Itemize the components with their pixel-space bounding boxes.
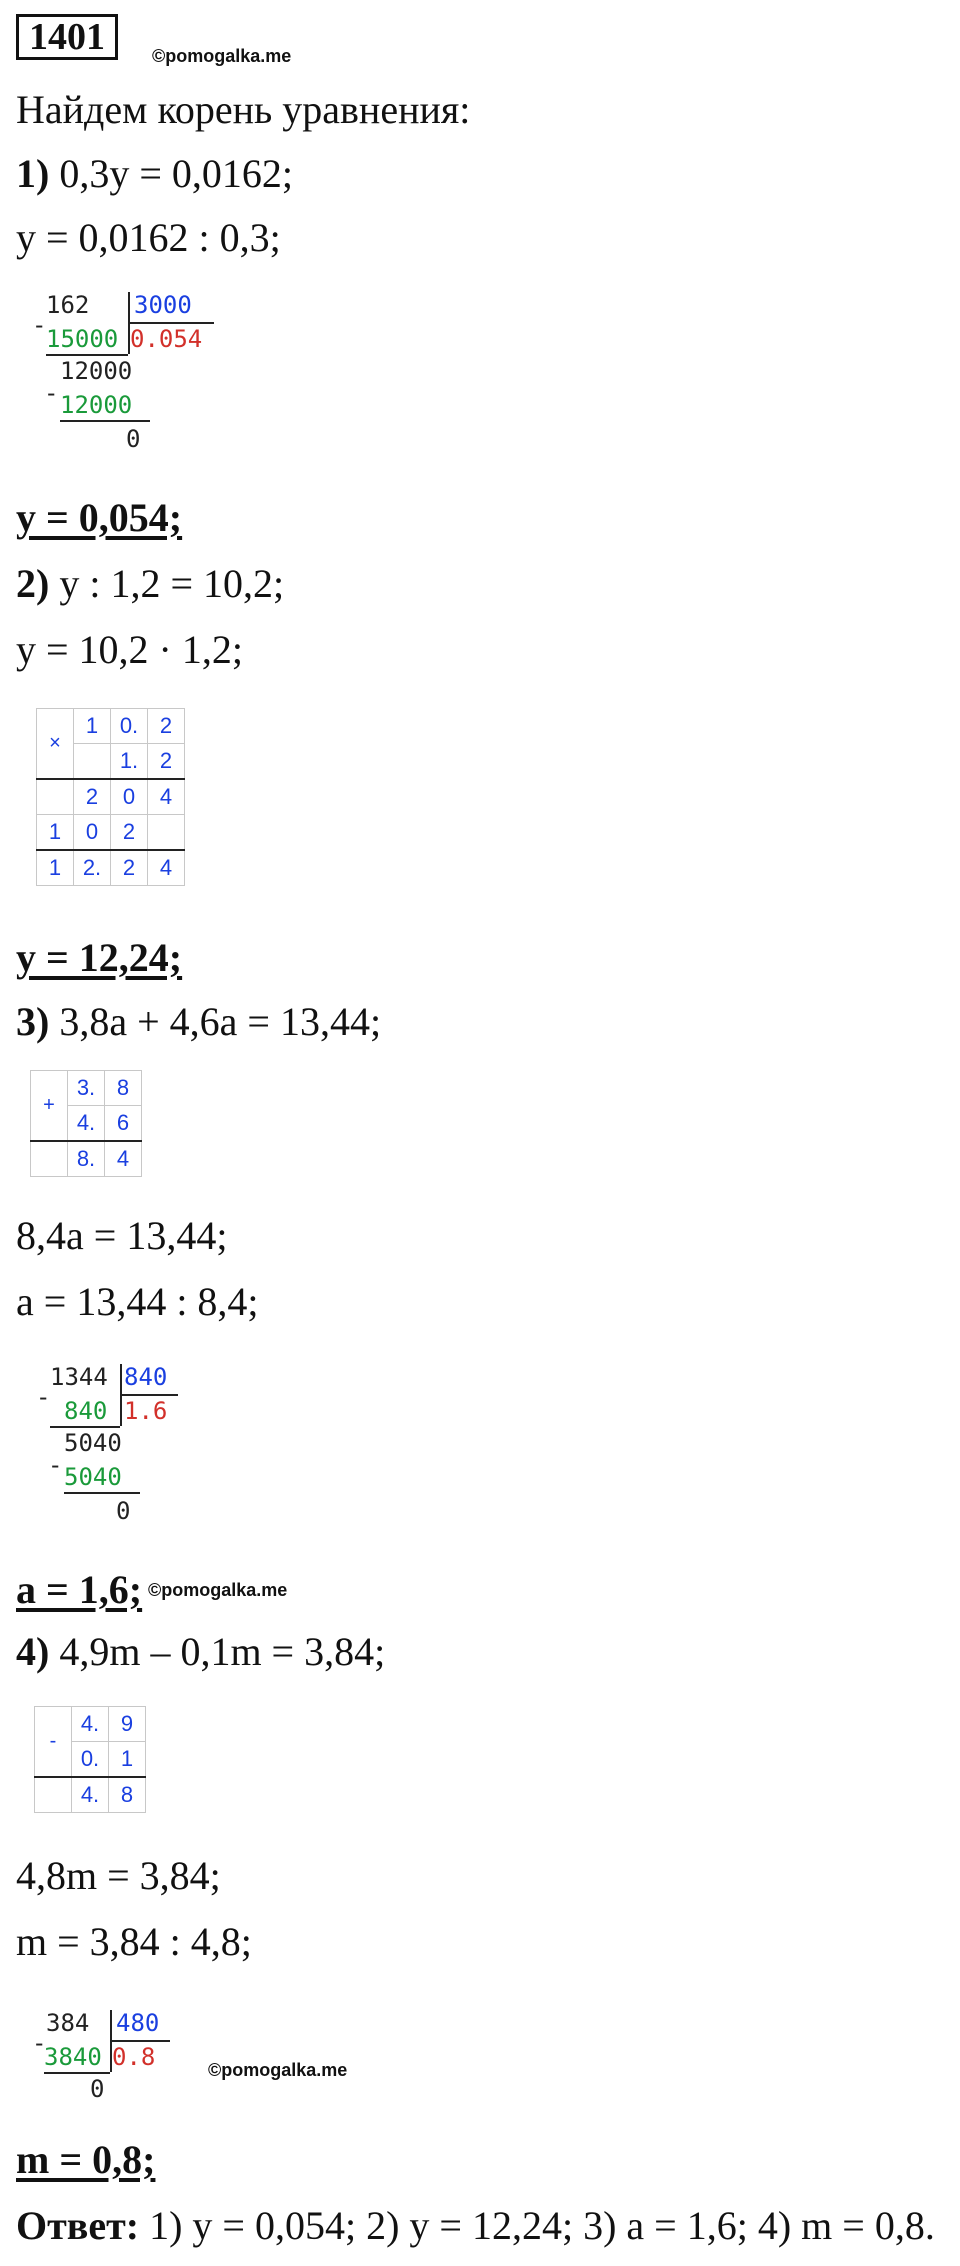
mult-cell [37, 779, 74, 815]
watermark: ©pomogalka.me [148, 1580, 288, 1600]
div4-sub1: 3840 [44, 2043, 102, 2071]
mult-cell: 0. [111, 709, 148, 744]
mult-cell: 2 [111, 850, 148, 886]
div3-rem1: 5040 [64, 1429, 122, 1457]
sub-cell: 8 [109, 1777, 146, 1813]
part4-equation [16, 1628, 385, 1676]
div1-sub2: 12000 [60, 391, 133, 419]
add-cell: 8 [105, 1071, 142, 1106]
final-answer-text: 1) y = 0,054; 2) y = 12,24; 3) a = 1,6; 4) m = 0,8. [139, 2203, 935, 2248]
div1-sub1: 15000 [46, 325, 119, 353]
part2-step: y = 10,2 · 1,2; [16, 627, 243, 672]
div3-divisor: 840 [124, 1363, 168, 1391]
sub-cell: 0. [72, 1742, 109, 1778]
div1-remainder: 0 [126, 425, 141, 453]
part4-step2: m = 3,84 : 4,8; [16, 1919, 252, 1964]
add-cell: 4. [68, 1106, 105, 1142]
div1-divisor: 3000 [134, 291, 192, 319]
part3-step2: a = 13,44 : 8,4; [16, 1279, 259, 1324]
mult-cell: 1 [37, 850, 74, 886]
final-answer [16, 2202, 935, 2250]
part3-addition-grid [30, 1070, 142, 1177]
div3-sub2: 5040 [64, 1463, 122, 1491]
mult-cell: 2 [74, 779, 111, 815]
div4-quotient: 0.8 [112, 2043, 156, 2071]
part4-number: 4) [16, 1629, 50, 1674]
div4-dividend: 384 [46, 2009, 90, 2037]
mult-sign: × [37, 709, 74, 780]
mult-cell: 4 [148, 779, 185, 815]
part3-equation [16, 998, 381, 1046]
div3-sub1: 840 [64, 1397, 108, 1425]
sub-cell: 1 [109, 1742, 146, 1778]
part4-answer: m = 0,8; [16, 2137, 156, 2182]
intro-text: Найдем корень уравнения: [16, 87, 471, 132]
part2-equation [16, 560, 284, 608]
add-cell: 3. [68, 1071, 105, 1106]
mult-cell: 2 [111, 815, 148, 851]
part4-subtraction-grid [34, 1706, 146, 1813]
div3-quotient: 1.6 [124, 1397, 168, 1425]
add-cell: 8. [68, 1141, 105, 1177]
problem-number: 1401 [16, 14, 118, 60]
mult-cell [148, 815, 185, 851]
final-answer-label: Ответ: [16, 2203, 140, 2248]
part2-number: 2) [16, 561, 50, 606]
mult-cell: 2 [148, 709, 185, 744]
mult-cell: 0 [74, 815, 111, 851]
sub-sign: - [35, 1707, 72, 1778]
div3-remainder: 0 [116, 1497, 131, 1525]
part2-eq-text: y : 1,2 = 10,2; [49, 561, 285, 606]
watermark: ©pomogalka.me [152, 46, 292, 66]
part1-answer: y = 0,054; [16, 495, 183, 540]
sub-cell: 9 [109, 1707, 146, 1742]
part4-eq-text: 4,9m – 0,1m = 3,84; [49, 1629, 386, 1674]
part3-answer: a = 1,6; [16, 1567, 143, 1612]
part3-step1: 8,4a = 13,44; [16, 1213, 228, 1258]
add-cell [31, 1141, 68, 1177]
mult-cell: 1 [37, 815, 74, 851]
sub-cell: 4. [72, 1707, 109, 1742]
add-cell: 6 [105, 1106, 142, 1142]
div3-dividend: 1344 [50, 1363, 108, 1391]
part4-step1: 4,8m = 3,84; [16, 1853, 221, 1898]
part2-multiplication-grid [36, 708, 185, 886]
div1-rem1: 12000 [60, 357, 133, 385]
part1-number: 1) [16, 151, 50, 196]
part3-number: 3) [16, 999, 50, 1044]
sub-cell [35, 1777, 72, 1813]
mult-cell: 4 [148, 850, 185, 886]
div1-quotient: 0.054 [130, 325, 203, 353]
part1-equation [16, 150, 293, 198]
mult-cell: 2. [74, 850, 111, 886]
mult-cell [74, 744, 111, 780]
part1-eq-text: 0,3y = 0,0162; [49, 151, 293, 196]
mult-cell: 1. [111, 744, 148, 780]
watermark: ©pomogalka.me [208, 2060, 348, 2080]
sub-cell: 4. [72, 1777, 109, 1813]
add-sign: + [31, 1071, 68, 1142]
mult-cell: 0 [111, 779, 148, 815]
part3-eq-text: 3,8a + 4,6a = 13,44; [49, 999, 382, 1044]
div4-remainder: 0 [90, 2075, 105, 2103]
div1-dividend: 162 [46, 291, 90, 319]
part1-step: y = 0,0162 : 0,3; [16, 215, 281, 260]
div4-divisor: 480 [116, 2009, 160, 2037]
part2-answer: y = 12,24; [16, 935, 183, 980]
mult-cell: 1 [74, 709, 111, 744]
mult-cell: 2 [148, 744, 185, 780]
add-cell: 4 [105, 1141, 142, 1177]
